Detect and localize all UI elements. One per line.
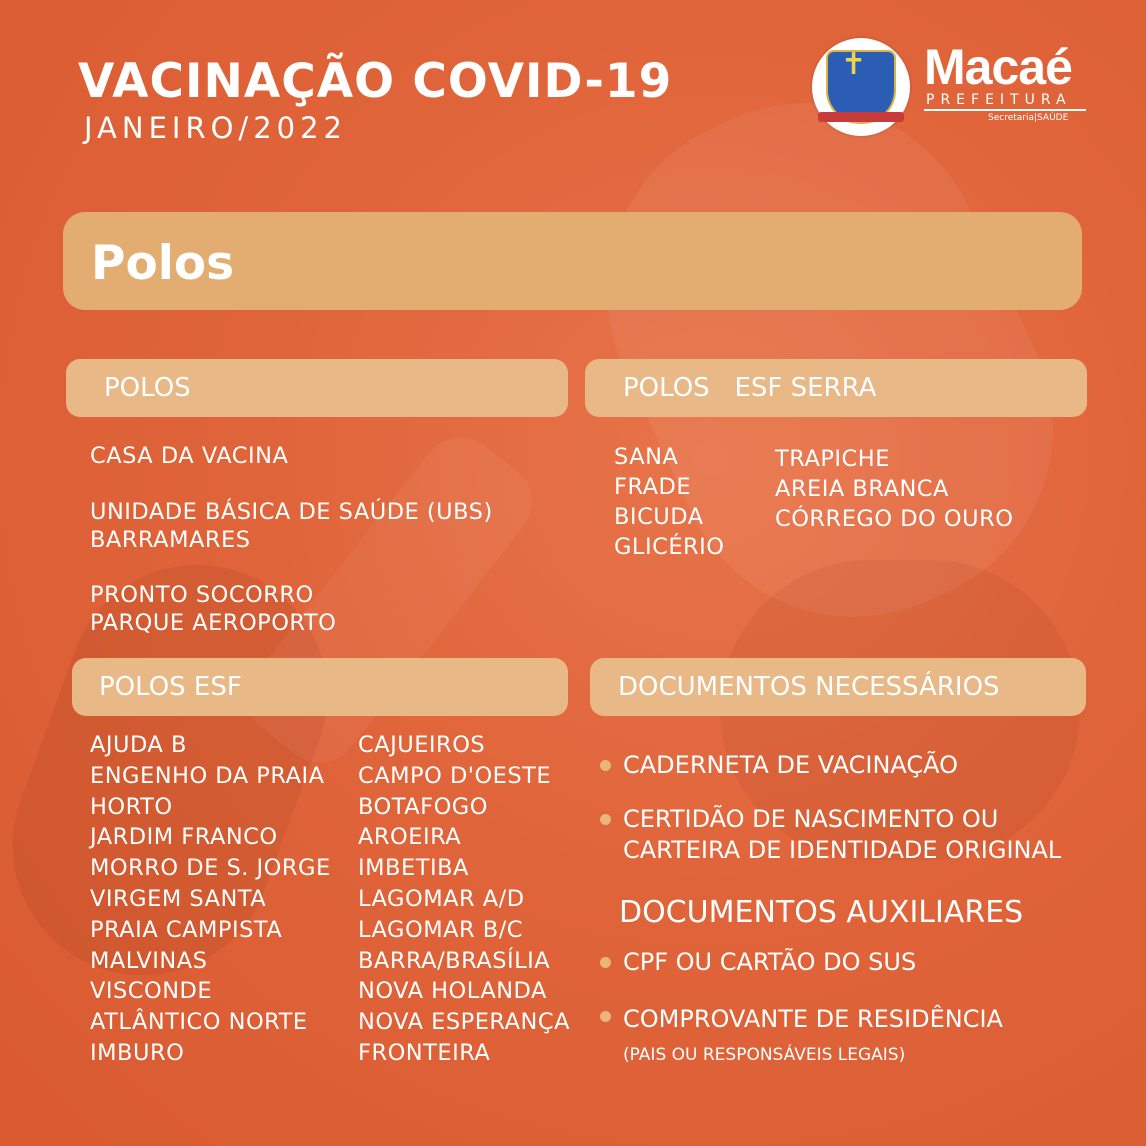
list-item: SANA <box>614 444 679 470</box>
list-item: VIRGEM SANTA <box>90 885 267 912</box>
list-item: ATLÂNTICO NORTE <box>90 1009 308 1036</box>
poster-title: VACINAÇÃO COVID-19 <box>78 54 673 109</box>
list-item: AROEIRA <box>358 824 462 851</box>
list-item: MALVINAS <box>90 947 208 974</box>
list-item: BICUDA <box>614 504 704 530</box>
poster: VACINAÇÃO COVID-19 JANEIRO/2022 ✝ Macaé PREFEITURA Secretaria|SAÚDE Polos POLOS CASA DA VACINA UNIDADE BÁSICA DE SAÚDE (UBS) BARRAMARES PRONTO SOCORRO PARQUE AEROPORTO POLOS ESF SERRA SANA FRADE BICUDA GLICÉRIO TRAPICHE AREIA BRANCA CÓRREGO DO OURO POLOS ESF AJUDA B ENGENHO DA PRAIA HORTO JARDIM FRANCO MORRO DE S. JORGE VIRGEM SANTA PRAIA CAMPISTA MALVINAS VISCONDE ATLÂNTICO NORTE IMBURO CAJUEIROS CAMPO D'OESTE BOTAFOGO AROEIRA IMBETIBA LAGOMAR A/D LAGOMAR B/C BARRA/BRASÍLIA NOVA HOLANDA NOVA ESPERANÇA FRONTEIRA DOCUMENTOS NECESSÁRIOS CADERNETA DE VACINAÇÃO CERTIDÃO DE NASCIMENTO OU CARTEIRA DE IDENTIDADE ORIGINAL DOCUMENTOS AUXILIARES CPF OU CARTÃO DO SUS COMPROVANTE DE RESIDÊNCIA (PAIS OU RESPONSÁVEIS LEGAIS) <box>0 0 1146 1146</box>
list-item: ENGENHO DA PRAIA <box>90 762 325 789</box>
city-seal-icon: ✝ <box>812 38 910 136</box>
documentos-heading: DOCUMENTOS NECESSÁRIOS <box>618 672 1000 702</box>
polos-serra-header <box>585 359 1087 417</box>
list-item: CÓRREGO DO OURO <box>775 506 1014 532</box>
documentos-header <box>590 658 1086 716</box>
list-item: BARRA/BRASÍLIA <box>358 947 551 974</box>
list-item: LAGOMAR A/D <box>358 885 525 912</box>
list-item: NOVA HOLANDA <box>358 978 547 1005</box>
logo-divider <box>924 109 1086 111</box>
poster-subtitle: JANEIRO/2022 <box>84 111 347 145</box>
polos-esf-col2 <box>358 730 570 1069</box>
list-item: NOVA ESPERANÇA <box>358 1009 570 1036</box>
logo-subtitle: PREFEITURA <box>926 92 1072 108</box>
list-item: PRAIA CAMPISTA <box>90 916 283 943</box>
documentos-auxiliares-heading: DOCUMENTOS AUXILIARES <box>619 895 1024 930</box>
polos-esf-header <box>72 658 568 716</box>
list-item: CAJUEIROS <box>358 732 486 758</box>
bullet-icon <box>600 814 611 825</box>
polos-heading: POLOS <box>104 373 191 403</box>
list-item: GLICÉRIO <box>614 534 725 560</box>
polos-serra-heading: POLOS ESF SERRA <box>623 373 877 403</box>
list-item: FRONTEIRA <box>358 1039 491 1066</box>
polos-esf-heading: POLOS ESF <box>99 672 242 702</box>
bullet-icon <box>600 957 611 968</box>
list-item: HORTO <box>90 793 173 820</box>
polos-serra-col1 <box>614 442 725 562</box>
macae-logo <box>812 38 1102 138</box>
polos-esf-col1 <box>90 730 331 1069</box>
main-title: Polos <box>91 236 235 291</box>
logo-name: Macaé <box>924 39 1072 95</box>
bullet-icon <box>600 1011 611 1022</box>
list-item: IMBETIBA <box>358 855 469 882</box>
polos-header <box>66 359 568 417</box>
list-item: VISCONDE <box>90 978 213 1005</box>
polos-serra-col2 <box>775 444 1013 534</box>
list-item: PRONTO SOCORRO PARQUE AEROPORTO <box>90 582 337 636</box>
bullet-icon <box>600 760 611 771</box>
list-item: AJUDA B <box>90 732 187 758</box>
list-item: TRAPICHE <box>775 446 890 472</box>
list-item: FRADE <box>614 474 692 500</box>
list-item: MORRO DE S. JORGE <box>90 855 331 882</box>
list-item: LAGOMAR B/C <box>358 916 524 943</box>
list-item: BOTAFOGO <box>358 793 488 820</box>
list-item: AREIA BRANCA <box>775 476 949 502</box>
list-item: JARDIM FRANCO <box>90 824 278 851</box>
list-item: CAMPO D'OESTE <box>358 762 552 789</box>
main-title-panel <box>63 212 1082 310</box>
list-item: IMBURO <box>90 1039 185 1066</box>
list-item: CASA DA VACINA <box>90 443 289 469</box>
list-item: UNIDADE BÁSICA DE SAÚDE (UBS) BARRAMARES <box>90 499 493 553</box>
logo-department: Secretaria|SAÚDE <box>988 113 1069 123</box>
